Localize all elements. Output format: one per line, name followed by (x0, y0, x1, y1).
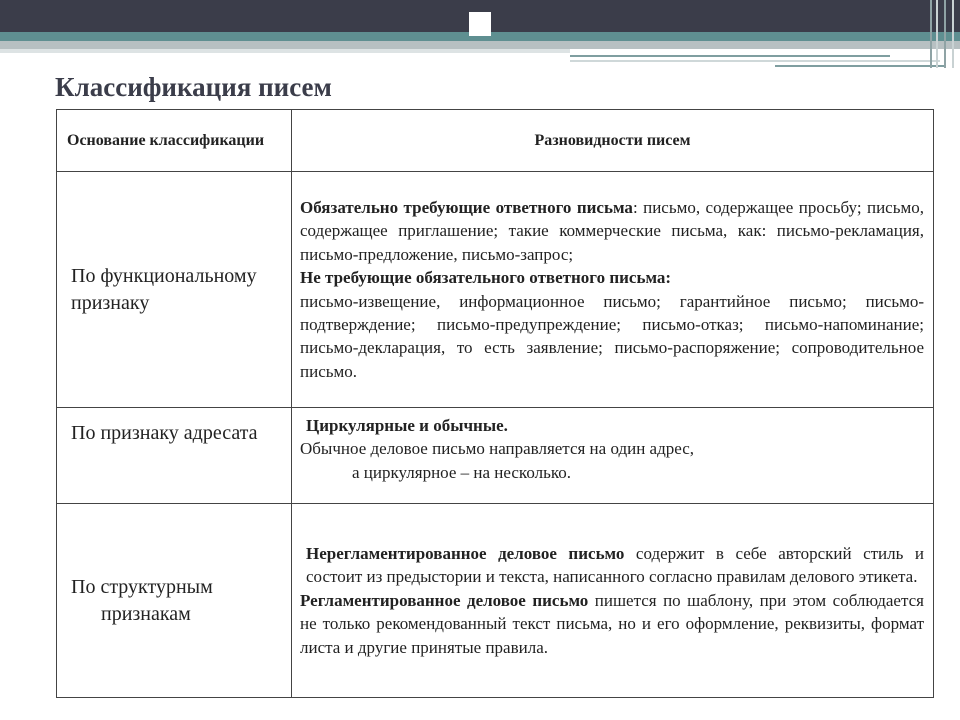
header-vstripe (936, 0, 938, 68)
type-heading: Обязательно требующие ответного письма (300, 197, 633, 217)
type-description: письмо-извещение, информационное письмо; гарантийное письмо; письмо-подтверждение; письмо-предупреждение; письмо-отказ; письмо-напоминание; письмо-декларация, то есть заявление; письмо-распоряжение; сопроводительное письмо. (300, 291, 924, 381)
table-header-row (57, 110, 934, 172)
type-description: а циркулярное – на несколько. (352, 462, 571, 482)
header-band-fade (0, 49, 570, 53)
row-basis-cell (57, 172, 292, 408)
header-strip (570, 60, 940, 62)
table-row (57, 504, 934, 698)
type-description: Обычное деловое письмо направляется на один адрес, (300, 439, 695, 459)
header-cell-types: Разновидности писем (292, 110, 934, 172)
row-basis-text: По признаку адресата (71, 422, 258, 444)
row-types-cell (292, 172, 934, 408)
row-types-cell (292, 408, 934, 504)
header-strip (775, 65, 945, 67)
type-heading: Нерегламентированное деловое письмо (306, 543, 625, 563)
header-cell-basis: Основание классификации (57, 110, 292, 172)
table-row (57, 172, 934, 408)
header-vstripe (930, 0, 932, 68)
type-description: : письмо, содержащее просьбу; письмо, содержащее приглашение; такие коммерческие письма, как: письмо-рекламация, письмо-предложение, письмо-запрос; (300, 197, 924, 264)
row-basis-text: По структурным (71, 575, 213, 598)
type-heading: Циркулярные и обычные. (306, 416, 508, 435)
classification-table (56, 109, 934, 698)
row-basis-text: По функциональному признаку (71, 264, 257, 314)
header-vstripe (952, 0, 954, 68)
header-square-icon (469, 12, 491, 36)
header-band-grey (0, 41, 960, 49)
type-heading: Не требующие обязательного ответного письма: (300, 268, 672, 288)
type-heading: Регламентированное деловое письмо (300, 590, 589, 610)
slide-title: Классификация писем (55, 72, 332, 102)
row-basis-cell (57, 504, 292, 698)
type-description: пишется по шаблону, при этом соблюдается не только рекомендованный текст письма, но и его оформление, реквизиты, формат листа и другие принятые правила. (300, 590, 924, 657)
row-basis-cell (57, 408, 292, 504)
type-description: содержит в себе авторский стиль и состоит из предыстории и текста, написанного согласно правилам делового этикета. (306, 543, 924, 587)
row-types-cell (292, 504, 934, 698)
header-vstripe (944, 0, 946, 68)
header-strip (570, 55, 890, 57)
table-row (57, 408, 934, 504)
row-basis-text: признакам (101, 602, 191, 625)
